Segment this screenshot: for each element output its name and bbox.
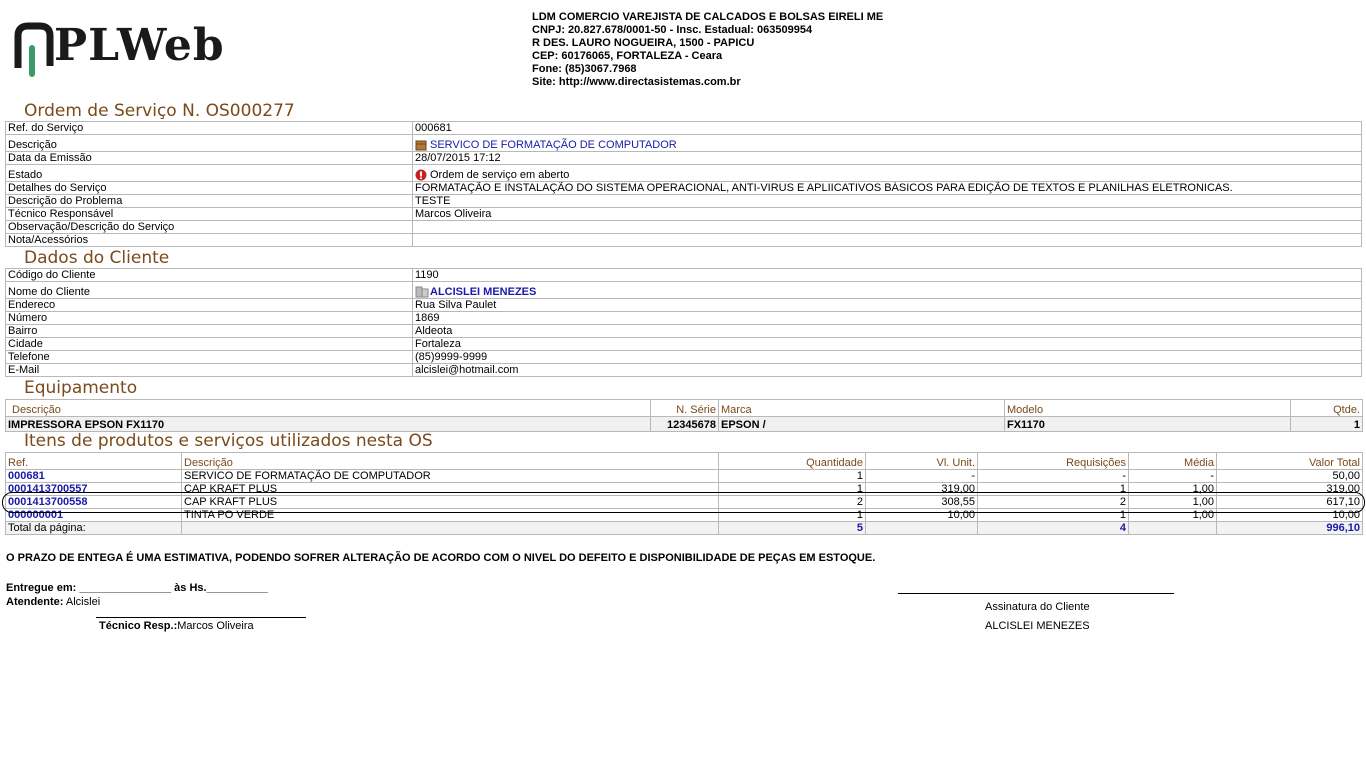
itens-title: Itens de produtos e serviços utilizados nesta OS <box>24 431 433 451</box>
entregue-line: Entregue em: _______________ às Hs.__________ <box>6 582 268 594</box>
assinatura-label: Assinatura do Cliente <box>985 601 1090 613</box>
company-info <box>532 11 883 89</box>
box-icon <box>415 139 427 151</box>
cliente-row: Número 1869 <box>6 312 1362 325</box>
os-row: Detalhes do Serviço FORMATAÇÃO E INSTALAÇÃO DO SISTEMA OPERACIONAL, ANTI-VIRUS E APLIICATIVOS BÁSICOS PARA EDIÇÃO DE TEXTOS E PLANILHAS ELETRONICAS. <box>6 182 1362 195</box>
itens-header: Ref. Descrição Quantidade Vl. Unit. Requisições Média Valor Total <box>6 453 1363 470</box>
company-name: LDM COMERCIO VAREJISTA DE CALCADOS E BOLSAS EIRELI ME <box>532 11 884 23</box>
cliente-row: Nome do Cliente ALCISLEI MENEZES <box>6 282 1362 299</box>
os-table <box>5 121 1362 247</box>
delivery-notice: O PRAZO DE ENTEGA É UMA ESTIMATIVA, PODENDO SOFRER ALTERAÇÃO DE ACORDO COM O NIVEL DO DEFEITO E DISPONIBILIDADE DE PEÇAS EM ESTOQUE. <box>6 552 876 564</box>
alert-icon <box>415 169 427 181</box>
os-row: Observação/Descrição do Serviço <box>6 221 1362 234</box>
item-ref-link[interactable]: 0001413700558 <box>6 496 182 509</box>
equipamento-title: Equipamento <box>24 378 138 398</box>
company-address: R DES. LAURO NOGUEIRA, 1500 - PAPICU <box>532 37 755 49</box>
atendente-label: Atendente: <box>6 596 64 608</box>
tecnico-value: Marcos Oliveira <box>177 620 254 632</box>
os-row: Descrição do Problema TESTE <box>6 195 1362 208</box>
company-site: Site: http://www.directasistemas.com.br <box>532 76 741 88</box>
item-ref-link[interactable]: 0001413700557 <box>6 483 182 496</box>
tecnico-signature-line <box>96 617 306 618</box>
itens-table <box>5 452 1363 535</box>
cliente-row: Endereco Rua Silva Paulet <box>6 299 1362 312</box>
equipamento-header: Descrição N. Série Marca Modelo Qtde. <box>6 400 1363 417</box>
os-row: Descrição SERVICO DE FORMATAÇÃO DE COMPUTADOR <box>6 135 1362 152</box>
logo <box>14 22 224 78</box>
cliente-row: Telefone (85)9999-9999 <box>6 351 1362 364</box>
table-row: 000000001 TINTA PO VERDE 1 10,00 1 1,00 10,00 <box>6 509 1363 522</box>
client-name-link[interactable]: ALCISLEI MENEZES <box>430 285 537 298</box>
equipamento-row: IMPRESSORA EPSON FX1170 12345678 EPSON / FX1170 1 <box>6 417 1363 432</box>
company-phone: Fone: (85)3067.7968 <box>532 63 637 75</box>
table-row: 000681 SERVICO DE FORMATAÇÃO DE COMPUTADOR 1 - - - 50,00 <box>6 470 1363 483</box>
table-row: 0001413700558 CAP KRAFT PLUS 2 308,55 2 1,00 617,10 <box>6 496 1363 509</box>
os-row: Estado Ordem de serviço em aberto <box>6 165 1362 182</box>
tecnico-label: Técnico Resp.: <box>99 620 178 632</box>
company-cnpj: CNPJ: 20.827.678/0001-50 - Insc. Estadual: 063509954 <box>532 24 813 36</box>
cliente-row: Código do Cliente 1190 <box>6 269 1362 282</box>
item-ref-link[interactable]: 000000001 <box>6 509 182 522</box>
os-row: Ref. do Serviço 000681 <box>6 122 1362 135</box>
equipamento-table <box>5 399 1363 432</box>
cliente-table <box>5 268 1362 377</box>
item-ref-link[interactable]: 000681 <box>6 470 182 483</box>
client-signature-line <box>898 593 1174 594</box>
tecnico-line <box>99 620 254 632</box>
status-text: Ordem de serviço em aberto <box>430 168 570 181</box>
cliente-row: Bairro Aldeota <box>6 325 1362 338</box>
atendente-line <box>6 596 100 608</box>
cliente-nome-signature: ALCISLEI MENEZES <box>985 620 1090 632</box>
os-row: Data da Emissão 28/07/2015 17:12 <box>6 152 1362 165</box>
logo-mark-icon <box>14 22 54 78</box>
cliente-row: E-Mail alcislei@hotmail.com <box>6 364 1362 377</box>
total-row: Total da página: 5 4 996,10 <box>6 522 1363 535</box>
service-description-link[interactable]: SERVICO DE FORMATAÇÃO DE COMPUTADOR <box>430 138 677 151</box>
os-row: Técnico Responsável Marcos Oliveira <box>6 208 1362 221</box>
os-row: Nota/Acessórios <box>6 234 1362 247</box>
cliente-row: Cidade Fortaleza <box>6 338 1362 351</box>
os-title: Ordem de Serviço N. OS000277 <box>24 101 295 121</box>
table-row: 0001413700557 CAP KRAFT PLUS 1 319,00 1 1,00 319,00 <box>6 483 1363 496</box>
cliente-title: Dados do Cliente <box>24 248 170 268</box>
logo-text: PLWeb <box>54 20 225 71</box>
company-cep: CEP: 60176065, FORTALEZA - Ceara <box>532 50 723 62</box>
atendente-value: Alcislei <box>65 596 101 608</box>
user-icon <box>415 286 427 298</box>
